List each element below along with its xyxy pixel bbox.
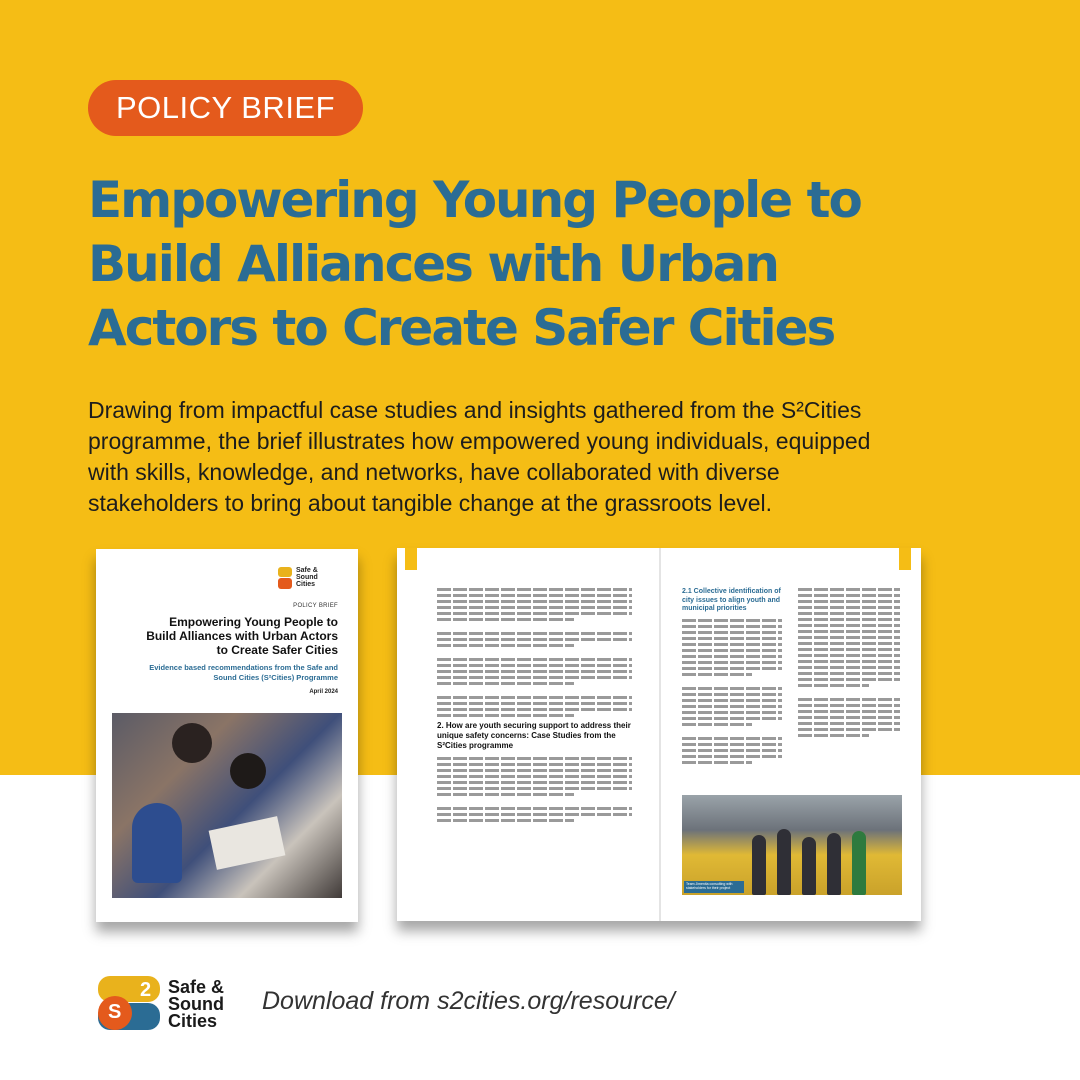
text-line-placeholder [798, 594, 900, 597]
text-line-placeholder [798, 648, 900, 651]
text-line-placeholder [798, 684, 869, 687]
text-line-placeholder [437, 594, 632, 597]
cover-date: April 2024 [309, 689, 338, 695]
text-line-placeholder [437, 618, 574, 621]
text-line-placeholder [437, 588, 632, 591]
text-line-placeholder [798, 716, 900, 719]
download-link[interactable]: Download from s2cities.org/resource/ [262, 987, 675, 1015]
cover-logo-text [296, 567, 318, 588]
text-line-placeholder [437, 714, 574, 717]
text-line-placeholder [798, 600, 900, 603]
spread-gutter [659, 548, 661, 921]
policy-brief-badge: POLICY BRIEF [88, 80, 363, 136]
cover-title-line: to Create Safer Cities [216, 643, 338, 657]
left-page-heading: 2. How are youth securing support to address their unique safety concerns: Case Studies from the S²Cities programme [437, 721, 631, 750]
text-line-placeholder [682, 755, 782, 758]
text-line-placeholder [798, 588, 900, 591]
photo-caption: Team Jimenita consulting with stakeholders for their project [684, 881, 744, 893]
logo-letter-s: S [108, 1001, 122, 1023]
text-line-placeholder [437, 708, 632, 711]
text-line-placeholder [682, 711, 782, 714]
right-page-column-2 [798, 588, 900, 740]
cover-logo-line: Cities [296, 581, 316, 588]
text-line-placeholder [682, 737, 782, 740]
text-line-placeholder [437, 632, 632, 635]
cover-title-line: Build Alliances with Urban Actors [146, 629, 338, 643]
paragraph-gap [437, 799, 632, 807]
text-line-placeholder [437, 757, 632, 760]
text-line-placeholder [798, 710, 900, 713]
summary-line: programme, the brief illustrates how empowered young individuals, equipped [88, 428, 871, 454]
text-line-placeholder [798, 704, 900, 707]
paragraph-gap [798, 690, 900, 698]
text-line-placeholder [437, 813, 632, 816]
logo-text [168, 979, 224, 1030]
text-line-placeholder [798, 618, 900, 621]
text-line-placeholder [798, 734, 869, 737]
paragraph-gap [437, 688, 632, 696]
text-line-placeholder [437, 793, 574, 796]
logo-text-line: Sound [168, 994, 224, 1014]
text-line-placeholder [798, 606, 900, 609]
cover-logo-line: Sound [296, 574, 318, 581]
summary-line: Drawing from impactful case studies and insights gathered from the S²Cities [88, 397, 862, 423]
logo-block-yellow [278, 567, 292, 577]
paragraph-gap [682, 729, 782, 737]
cover-subtitle [108, 663, 338, 683]
text-line-placeholder [682, 673, 752, 676]
text-line-placeholder [437, 670, 632, 673]
text-line-placeholder [798, 624, 900, 627]
text-line-placeholder [798, 660, 900, 663]
text-line-placeholder [798, 666, 900, 669]
photo-person [802, 837, 816, 895]
logo-block-orange [278, 578, 292, 589]
summary-line: stakeholders to bring about tangible change at the grassroots level. [88, 490, 773, 516]
photo-person [132, 803, 182, 883]
text-line-placeholder [798, 630, 900, 633]
text-line-placeholder [682, 661, 782, 664]
headline-line: Build Alliances with Urban [88, 235, 778, 293]
text-line-placeholder [437, 664, 632, 667]
text-line-placeholder [682, 687, 782, 690]
text-line-placeholder [682, 699, 782, 702]
cover-subtitle-line: Evidence based recommendations from the Safe and [149, 663, 338, 672]
text-line-placeholder [682, 637, 782, 640]
text-line-placeholder [437, 819, 574, 822]
text-line-placeholder [682, 705, 782, 708]
text-line-placeholder [437, 775, 632, 778]
text-line-placeholder [798, 612, 900, 615]
headline-line: Actors to Create Safer Cities [88, 299, 835, 357]
text-line-placeholder [437, 769, 632, 772]
text-line-placeholder [437, 781, 632, 784]
photo-person [230, 753, 266, 789]
cover-title [108, 615, 338, 657]
text-line-placeholder [798, 722, 900, 725]
text-line-placeholder [437, 606, 632, 609]
paragraph-gap [437, 624, 632, 632]
s2cities-logo [98, 976, 238, 1032]
text-line-placeholder [682, 631, 782, 634]
logo-text-line: Cities [168, 1011, 218, 1031]
right-page-heading: 2.1 Collective identification of city issues to align youth and municipal priorities [682, 588, 781, 612]
summary-line: with skills, knowledge, and networks, have collaborated with diverse [88, 459, 780, 485]
page-tab [405, 548, 417, 570]
summary-text [88, 395, 968, 519]
text-line-placeholder [437, 763, 632, 766]
text-line-placeholder [682, 625, 782, 628]
text-line-placeholder [437, 644, 574, 647]
text-line-placeholder [437, 638, 632, 641]
text-line-placeholder [798, 642, 900, 645]
text-line-placeholder [437, 702, 632, 705]
text-line-placeholder [798, 728, 900, 731]
page-tab [899, 548, 911, 570]
paragraph-gap [682, 679, 782, 687]
text-line-placeholder [682, 723, 752, 726]
logo-text-line: Safe & [168, 977, 225, 997]
photo-person [852, 831, 866, 895]
text-line-placeholder [682, 693, 782, 696]
headline [88, 168, 1008, 360]
text-line-placeholder [798, 698, 900, 701]
left-page-text [437, 588, 632, 825]
text-line-placeholder [682, 743, 782, 746]
text-line-placeholder [798, 636, 900, 639]
cover-logo-line: Safe & [296, 567, 318, 574]
cover-photo [112, 713, 342, 898]
text-line-placeholder [682, 619, 782, 622]
right-page-column-1 [682, 588, 782, 767]
text-line-placeholder [798, 672, 900, 675]
photo-person [827, 833, 841, 895]
cover-page [96, 549, 358, 922]
text-line-placeholder [437, 807, 632, 810]
photo-person [777, 829, 791, 895]
text-line-placeholder [437, 682, 574, 685]
spread-photo [682, 795, 902, 895]
text-line-placeholder [682, 761, 752, 764]
cover-subtitle-line: Sound Cities (S²Cities) Programme [213, 673, 338, 682]
photo-person [172, 723, 212, 763]
photo-paper [209, 816, 286, 870]
text-line-placeholder [682, 643, 782, 646]
text-line-placeholder [437, 676, 632, 679]
text-line-placeholder [682, 667, 782, 670]
logo-number-2: 2 [140, 979, 152, 1001]
paragraph-gap [437, 650, 632, 658]
text-line-placeholder [798, 654, 900, 657]
text-line-placeholder [798, 678, 900, 681]
cover-title-line: Empowering Young People to [169, 615, 338, 629]
cover-label: POLICY BRIEF [293, 603, 338, 609]
text-line-placeholder [437, 658, 632, 661]
inner-spread [397, 548, 921, 921]
text-line-placeholder [682, 749, 782, 752]
headline-line: Empowering Young People to [88, 171, 861, 229]
text-line-placeholder [437, 612, 632, 615]
text-line-placeholder [682, 655, 782, 658]
cover-logo [278, 567, 340, 589]
text-line-placeholder [682, 717, 782, 720]
text-line-placeholder [437, 696, 632, 699]
photo-person [752, 835, 766, 895]
text-line-placeholder [437, 600, 632, 603]
text-line-placeholder [437, 787, 632, 790]
text-line-placeholder [682, 649, 782, 652]
